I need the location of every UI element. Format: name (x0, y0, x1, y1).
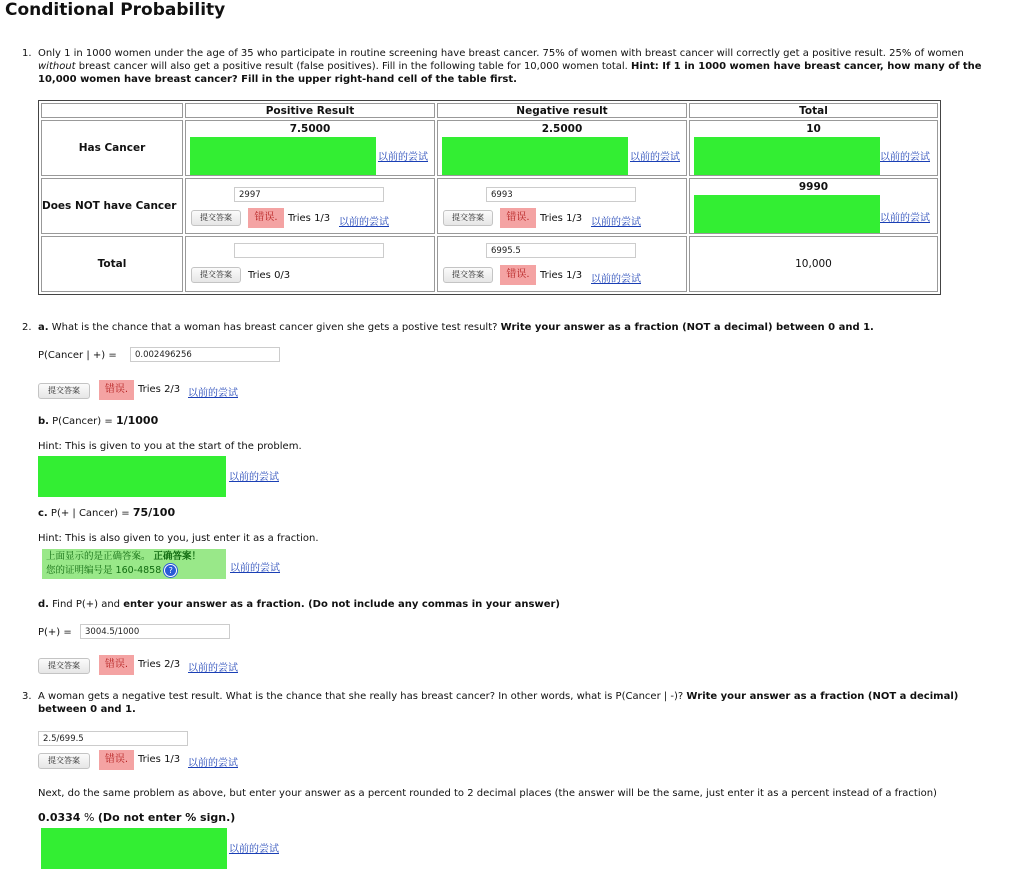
tries-count: Tries 0/3 (248, 270, 291, 281)
previous-tries-link[interactable]: 以前的尝试 (230, 563, 280, 574)
q2b-hint: Hint: This is given to you at the start of the problem. (38, 441, 302, 452)
q2-number: 2. (22, 322, 32, 333)
answer-input[interactable] (234, 243, 384, 258)
previous-tries-link[interactable]: 以前的尝试 (188, 758, 238, 769)
submit-button[interactable]: 提交答案 (38, 753, 90, 769)
correct-indicator (694, 137, 880, 175)
header-total: Total (689, 103, 938, 118)
previous-tries-link[interactable]: 以前的尝试 (188, 388, 238, 399)
correct-indicator (442, 137, 628, 175)
previous-tries-link[interactable]: 以前的尝试 (880, 213, 930, 224)
cell-has-cancer-negative (437, 120, 687, 176)
q3-next-text: Next, do the same problem as above, but enter your answer as a percent rounded to 2 decimal places (the answer will be the same, just enter it as a percent instead of a fraction) (38, 788, 937, 799)
probability-table (38, 100, 941, 295)
tries-count: Tries 2/3 (138, 384, 181, 395)
cell-total-positive (185, 236, 435, 292)
submit-button[interactable]: 提交答案 (191, 210, 241, 226)
previous-tries-link[interactable]: 以前的尝试 (591, 274, 641, 285)
cell-total-negative (437, 236, 687, 292)
correct-indicator (190, 137, 376, 175)
cell-no-cancer-positive (185, 178, 435, 234)
cell-no-cancer-negative (437, 178, 687, 234)
cell-no-cancer-total (689, 178, 938, 234)
error-badge: 错误. (500, 208, 536, 228)
error-badge: 错误. (99, 380, 134, 400)
table-corner (41, 103, 183, 118)
previous-tries-link[interactable]: 以前的尝试 (630, 152, 680, 163)
submit-button[interactable]: 提交答案 (38, 383, 90, 399)
q2c-text: c. P(+ | Cancer) = 75/100 (38, 506, 176, 519)
header-negative: Negative result (437, 103, 687, 118)
previous-tries-link[interactable]: 以前的尝试 (880, 152, 930, 163)
q1-number: 1. (22, 48, 32, 59)
tries-count: Tries 1/3 (540, 213, 583, 224)
row-label-has-cancer: Has Cancer (41, 120, 183, 176)
q2a-answer-input[interactable]: 0.002496256 (130, 347, 280, 362)
previous-tries-link[interactable]: 以前的尝试 (378, 152, 428, 163)
answer-value: 9990 (798, 181, 829, 193)
tries-count: Tries 1/3 (540, 270, 583, 281)
error-badge: 错误. (500, 265, 536, 285)
q2d-prompt: P(+) = (38, 627, 72, 638)
row-label-total: Total (41, 236, 183, 292)
tries-count: Tries 2/3 (138, 659, 181, 670)
correct-indicator (694, 195, 880, 233)
answer-input[interactable]: 2997 (234, 187, 384, 202)
answer-input[interactable]: 6995.5 (486, 243, 636, 258)
cell-has-cancer-positive (185, 120, 435, 176)
q1-text: Only 1 in 1000 women under the age of 35 who participate in routine screening have breast cancer. 75% of women with breast cancer will correctly get a positive result. 25% of women without breast cancer will also get a positive result (false positives). Fill in the following table for 10,000 women total. Hint: If 1 in 1000 women have breast cancer, how many of the 10,000 women have breast cancer? Fill in the upper right-hand cell of the table first. (38, 48, 982, 85)
error-badge: 错误. (99, 750, 134, 770)
help-circle-icon[interactable]: ? (164, 564, 177, 577)
q3-text: A woman gets a negative test result. What is the chance that she really has breast cancer? In other words, what is P(Cancer | -)? Write your answer as a fraction (NOT a decimal) between 0 and 1. (38, 691, 959, 715)
tries-count: Tries 1/3 (288, 213, 331, 224)
submit-button[interactable]: 提交答案 (443, 267, 493, 283)
correct-indicator (41, 828, 227, 869)
submit-button[interactable]: 提交答案 (443, 210, 493, 226)
q2d-text: d. Find P(+) and enter your answer as a fraction. (Do not include any commas in your answer) (38, 599, 560, 610)
q2a-text: a. What is the chance that a woman has breast cancer given she gets a postive test result? Write your answer as a fraction (NOT a decimal) between 0 and 1. (38, 322, 874, 333)
previous-tries-link[interactable]: 以前的尝试 (339, 217, 389, 228)
answer-input[interactable]: 6993 (486, 187, 636, 202)
answer-value: 10 (806, 123, 821, 135)
q3-answer-input[interactable]: 2.5/699.5 (38, 731, 188, 746)
q3-percent-answer: 0.0334 % (Do not enter % sign.) (38, 811, 236, 824)
q2d-answer-input[interactable]: 3004.5/1000 (80, 624, 230, 639)
answer-value: 7.5000 (289, 123, 331, 135)
correct-indicator (38, 456, 226, 497)
submit-button[interactable]: 提交答案 (191, 267, 241, 283)
q2b-text: b. P(Cancer) = 1/1000 (38, 414, 159, 427)
answer-value: 2.5000 (541, 123, 583, 135)
row-label-no-cancer: Does NOT have Cancer (41, 178, 183, 234)
tries-count: Tries 1/3 (138, 754, 181, 765)
q3-number: 3. (22, 691, 32, 702)
error-badge: 错误. (248, 208, 284, 228)
correct-answer-message: 上面显示的是正确答案。 正确答案！ 您的证明编号是 160-4858 ? (42, 549, 226, 579)
previous-tries-link[interactable]: 以前的尝试 (229, 844, 279, 855)
header-positive: Positive Result (185, 103, 435, 118)
previous-tries-link[interactable]: 以前的尝试 (591, 217, 641, 228)
submit-button[interactable]: 提交答案 (38, 658, 90, 674)
page-title: Conditional Probability (5, 0, 226, 20)
cell-grand-total: 10,000 (689, 236, 938, 292)
previous-tries-link[interactable]: 以前的尝试 (188, 663, 238, 674)
cell-has-cancer-total (689, 120, 938, 176)
q2c-hint: Hint: This is also given to you, just enter it as a fraction. (38, 533, 319, 544)
error-badge: 错误. (99, 655, 134, 675)
previous-tries-link[interactable]: 以前的尝试 (229, 472, 279, 483)
q2a-prompt: P(Cancer | +) = (38, 350, 117, 361)
